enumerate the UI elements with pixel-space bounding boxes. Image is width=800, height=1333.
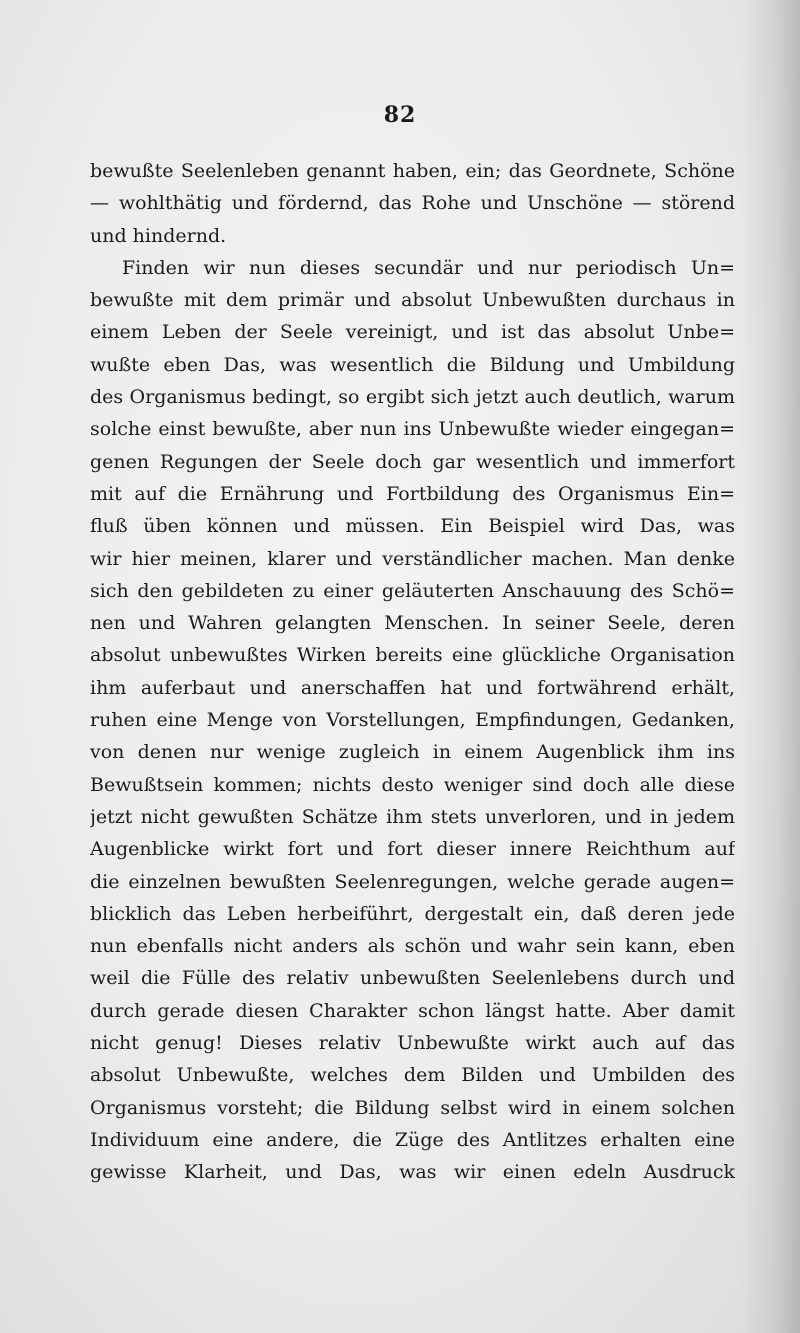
text-line: absolut unbewußtes Wirken bereits eine glückliche Organisation <box>90 644 735 667</box>
text-line: des Organismus bedingt, so ergibt sich jetzt auch deutlich, warum <box>90 386 735 409</box>
text-line: — wohlthätig und fördernd, das Rohe und Unschöne — störend <box>90 192 735 215</box>
text-line: ihm auferbaut und anerschaffen hat und fortwährend erhält, <box>90 676 735 699</box>
text-line: ruhen eine Menge von Vorstellungen, Empfindungen, Gedanken, <box>90 709 735 732</box>
text-line: jetzt nicht gewußten Schätze ihm stets unverloren, und in jedem <box>90 805 735 828</box>
text-line: die einzelnen bewußten Seelenregungen, welche gerade augen= <box>90 870 735 893</box>
text-line: sich den gebildeten zu einer geläuterten Anschauung des Schö= <box>90 579 735 602</box>
text-line: absolut Unbewußte, welches dem Bilden und Umbilden des <box>90 1064 735 1087</box>
text-line: solche einst bewußte, aber nun ins Unbewußte wieder eingegan= <box>90 418 735 441</box>
text-line: bewußte mit dem primär und absolut Unbewußten durchaus in <box>90 289 735 312</box>
text-line: nicht genug! Dieses relativ Unbewußte wirkt auch auf das <box>90 1032 735 1055</box>
text-line: blicklich das Leben herbeiführt, dergestalt ein, daß deren jede <box>90 902 735 925</box>
text-line: fluß üben können und müssen. Ein Beispiel wird Das, was <box>90 515 735 538</box>
text-line: wir hier meinen, klarer und verständlicher machen. Man denke <box>90 547 735 570</box>
body-text <box>90 155 735 1189</box>
text-line: gewisse Klarheit, und Das, was wir einen edeln Ausdruck <box>90 1161 735 1184</box>
text-line: nen und Wahren gelangten Menschen. In seiner Seele, deren <box>90 612 735 635</box>
text-line: und hindernd. <box>90 224 227 247</box>
text-line: durch gerade diesen Charakter schon längst hatte. Aber damit <box>90 999 735 1022</box>
text-line: Bewußtsein kommen; nichts desto weniger sind doch alle diese <box>90 773 735 796</box>
text-line: Finden wir nun dieses secundär und nur periodisch Un= <box>122 256 735 279</box>
text-line: von denen nur wenige zugleich in einem Augenblick ihm ins <box>90 741 735 764</box>
text-line: einem Leben der Seele vereinigt, und ist das absolut Unbe= <box>90 321 735 344</box>
text-line: Organismus vorsteht; die Bildung selbst wird in einem solchen <box>90 1096 735 1119</box>
text-line: weil die Fülle des relativ unbewußten Seelenlebens durch und <box>90 967 735 990</box>
paragraph <box>90 155 735 252</box>
paragraph <box>90 252 735 1189</box>
page-number: 82 <box>383 102 417 128</box>
text-line: Augenblicke wirkt fort und fort dieser innere Reichthum auf <box>90 838 735 861</box>
text-line: bewußte Seelenleben genannt haben, ein; das Geordnete, Schöne <box>90 160 735 182</box>
text-line: genen Regungen der Seele doch gar wesentlich und immerfort <box>90 450 735 473</box>
text-line: nun ebenfalls nicht anders als schön und wahr sein kann, eben <box>90 935 735 958</box>
text-line: mit auf die Ernährung und Fortbildung des Organismus Ein= <box>90 482 735 505</box>
text-line: Individuum eine andere, die Züge des Antlitzes erhalten eine <box>90 1128 735 1151</box>
text-line: wußte eben Das, was wesentlich die Bildung und Umbildung <box>90 353 735 376</box>
